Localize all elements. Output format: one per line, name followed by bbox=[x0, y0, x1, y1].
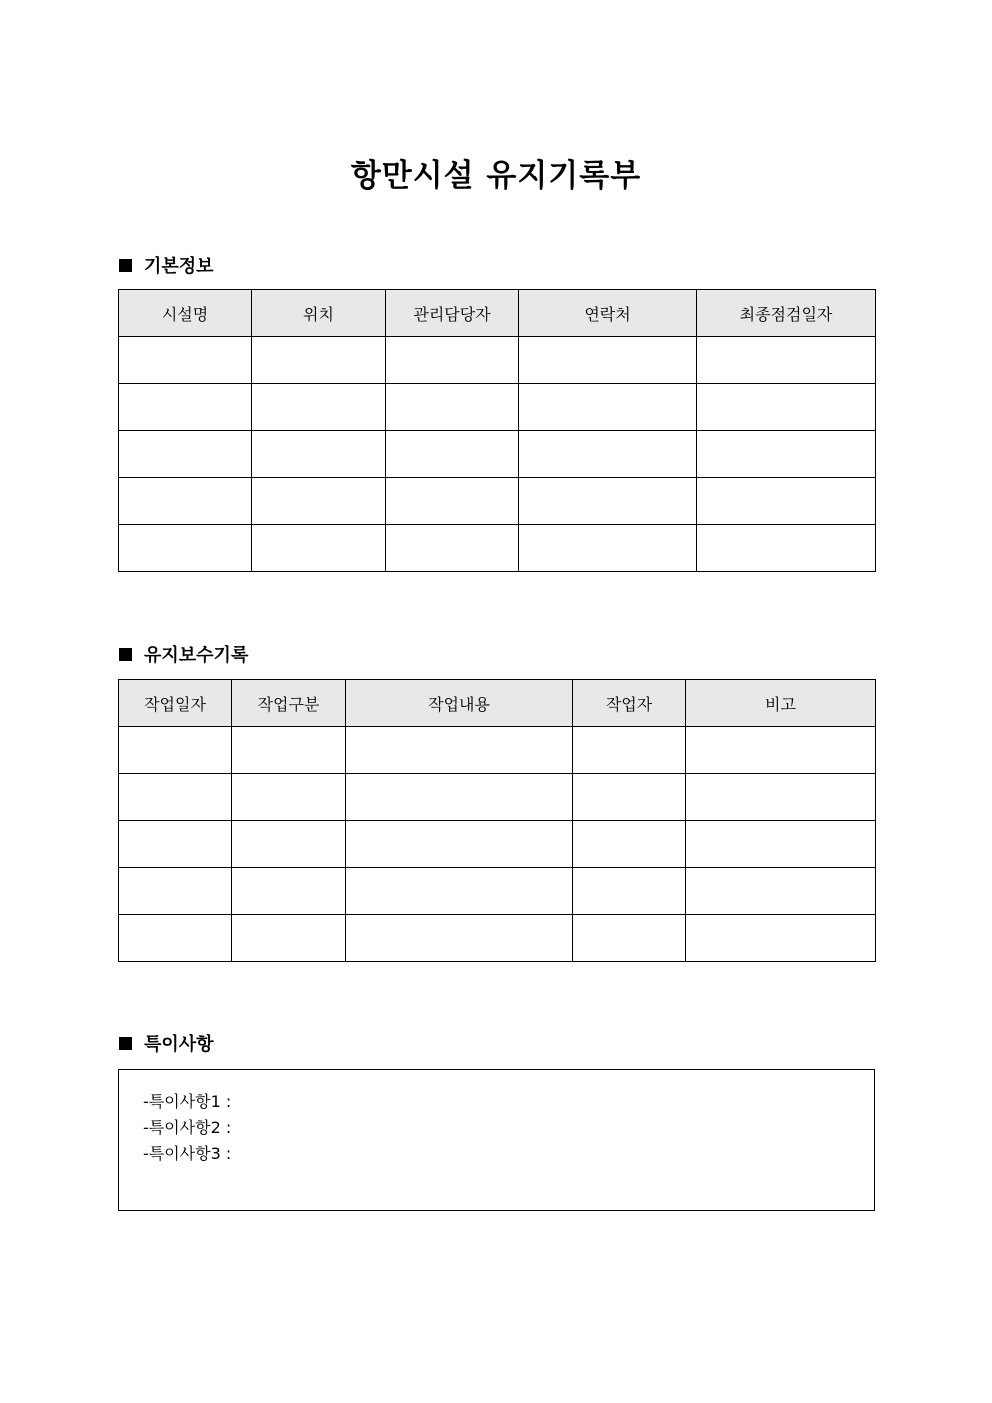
table-cell[interactable] bbox=[119, 337, 252, 384]
table-cell[interactable] bbox=[386, 525, 519, 572]
table-cell[interactable] bbox=[686, 727, 876, 774]
table-cell[interactable] bbox=[686, 821, 876, 868]
table-cell[interactable] bbox=[697, 384, 876, 431]
notes-heading-text: 특이사항 bbox=[144, 1034, 214, 1055]
column-header: 비고 bbox=[686, 680, 876, 727]
table-cell[interactable] bbox=[252, 478, 386, 525]
table-cell[interactable] bbox=[232, 821, 346, 868]
basic-info-heading-text: 기본정보 bbox=[144, 256, 214, 277]
column-header: 작업일자 bbox=[119, 680, 232, 727]
table-cell[interactable] bbox=[386, 478, 519, 525]
table-header-row bbox=[119, 680, 876, 727]
table-cell[interactable] bbox=[119, 384, 252, 431]
table-row bbox=[119, 478, 876, 525]
table-row bbox=[119, 727, 876, 774]
table-cell[interactable] bbox=[697, 337, 876, 384]
column-header: 작업내용 bbox=[346, 680, 573, 727]
column-header: 시설명 bbox=[119, 290, 252, 337]
table-cell[interactable] bbox=[686, 774, 876, 821]
table-row bbox=[119, 337, 876, 384]
square-bullet-icon bbox=[119, 259, 132, 272]
notes-list bbox=[119, 1070, 874, 1167]
table-cell[interactable] bbox=[386, 384, 519, 431]
column-header: 관리담당자 bbox=[386, 290, 519, 337]
table-cell[interactable] bbox=[252, 525, 386, 572]
table-cell[interactable] bbox=[346, 868, 573, 915]
table-cell[interactable] bbox=[573, 868, 686, 915]
maintenance-heading-text: 유지보수기록 bbox=[144, 645, 249, 666]
page-title: 항만시설 유지기록부 bbox=[350, 157, 642, 194]
table-cell[interactable] bbox=[519, 431, 697, 478]
table-cell[interactable] bbox=[686, 868, 876, 915]
table-row bbox=[119, 431, 876, 478]
table-cell[interactable] bbox=[119, 727, 232, 774]
table-cell[interactable] bbox=[119, 868, 232, 915]
table-cell[interactable] bbox=[386, 337, 519, 384]
table-cell[interactable] bbox=[697, 478, 876, 525]
table-cell[interactable] bbox=[346, 821, 573, 868]
maintenance-table bbox=[118, 679, 876, 962]
table-cell[interactable] bbox=[386, 431, 519, 478]
table-cell[interactable] bbox=[232, 868, 346, 915]
table-cell[interactable] bbox=[573, 915, 686, 962]
note-item: -특이사항1 : bbox=[143, 1092, 232, 1111]
table-cell[interactable] bbox=[119, 478, 252, 525]
table-row bbox=[119, 774, 876, 821]
basic-info-table bbox=[118, 289, 876, 572]
note-item: -특이사항3 : bbox=[143, 1144, 232, 1163]
column-header: 연락처 bbox=[519, 290, 697, 337]
table-cell[interactable] bbox=[119, 774, 232, 821]
table-cell[interactable] bbox=[573, 774, 686, 821]
notes-heading bbox=[119, 1030, 214, 1056]
table-row bbox=[119, 868, 876, 915]
table-cell[interactable] bbox=[232, 727, 346, 774]
table-cell[interactable] bbox=[686, 915, 876, 962]
table-cell[interactable] bbox=[573, 727, 686, 774]
table-cell[interactable] bbox=[519, 384, 697, 431]
table-cell[interactable] bbox=[697, 525, 876, 572]
table-cell[interactable] bbox=[346, 915, 573, 962]
table-cell[interactable] bbox=[119, 525, 252, 572]
square-bullet-icon bbox=[119, 648, 132, 661]
column-header: 위치 bbox=[252, 290, 386, 337]
note-item: -특이사항2 : bbox=[143, 1118, 232, 1137]
column-header: 최종점검일자 bbox=[697, 290, 876, 337]
table-cell[interactable] bbox=[119, 431, 252, 478]
basic-info-heading bbox=[119, 252, 214, 278]
table-cell[interactable] bbox=[252, 337, 386, 384]
table-cell[interactable] bbox=[119, 821, 232, 868]
table-cell[interactable] bbox=[519, 525, 697, 572]
table-row bbox=[119, 384, 876, 431]
table-cell[interactable] bbox=[519, 337, 697, 384]
column-header: 작업구분 bbox=[232, 680, 346, 727]
table-cell[interactable] bbox=[573, 821, 686, 868]
table-header-row bbox=[119, 290, 876, 337]
table-cell[interactable] bbox=[252, 384, 386, 431]
square-bullet-icon bbox=[119, 1037, 132, 1050]
table-cell[interactable] bbox=[232, 915, 346, 962]
table-cell[interactable] bbox=[346, 727, 573, 774]
table-cell[interactable] bbox=[119, 915, 232, 962]
table-cell[interactable] bbox=[232, 774, 346, 821]
table-row bbox=[119, 821, 876, 868]
table-cell[interactable] bbox=[697, 431, 876, 478]
table-row bbox=[119, 915, 876, 962]
notes-box[interactable] bbox=[118, 1069, 875, 1211]
maintenance-heading bbox=[119, 641, 248, 667]
table-row bbox=[119, 525, 876, 572]
table-cell[interactable] bbox=[252, 431, 386, 478]
table-cell[interactable] bbox=[519, 478, 697, 525]
column-header: 작업자 bbox=[573, 680, 686, 727]
table-cell[interactable] bbox=[346, 774, 573, 821]
